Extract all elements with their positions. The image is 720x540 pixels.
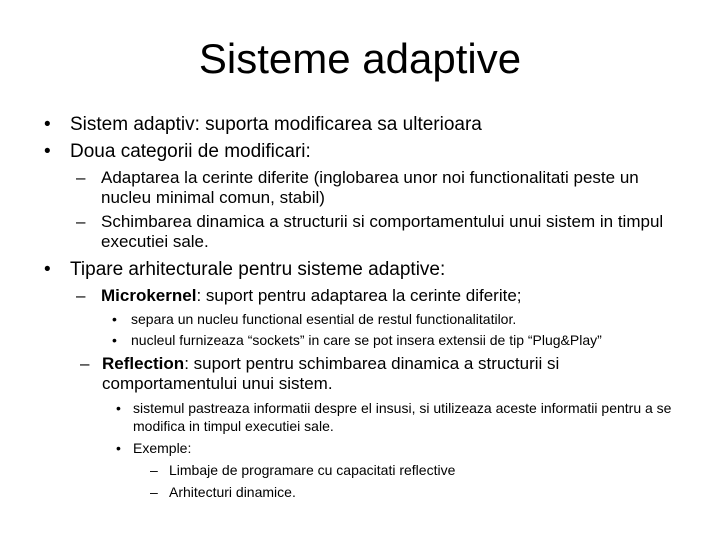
- bullet-marker: •: [112, 311, 117, 327]
- detail-item: [112, 310, 702, 328]
- detail-item: [116, 399, 681, 435]
- bullet-text: Doua categorii de modificari:: [70, 141, 311, 162]
- bullet-marker: •: [44, 114, 51, 135]
- bullet-marker: •: [112, 332, 117, 348]
- dash-marker: –: [150, 462, 158, 478]
- dash-marker: –: [76, 286, 86, 305]
- detail-text: separa un nucleu functional esential de restul functionalitatilor.: [131, 311, 517, 327]
- detail-text: Exemple:: [133, 440, 192, 456]
- detail-text: sistemul pastreaza informatii despre el insusi, si utilizeaza aceste informatii pentru a se modifica in timpul executiei sale.: [133, 400, 672, 434]
- bullet-marker: •: [44, 141, 51, 162]
- bullet-marker: •: [116, 440, 121, 456]
- example-item: [150, 483, 690, 501]
- pattern-description: : suport pentru adaptarea la cerinte diferite;: [196, 286, 522, 305]
- bullet-marker: •: [116, 400, 121, 416]
- sub-bullet-text: Schimbarea dinamica a structurii si comportamentului unui sistem in timpul executiei sale.: [101, 212, 664, 251]
- bullet-text: Tipare arhitecturale pentru sisteme adaptive:: [70, 259, 446, 280]
- bullet-item: [44, 140, 684, 163]
- example-item: [150, 461, 690, 479]
- bullet-text: Sistem adaptiv: suporta modificarea sa ulterioara: [70, 114, 482, 135]
- sub-bullet-text: [101, 286, 686, 306]
- pattern-name: Reflection: [102, 354, 185, 373]
- sub-bullet-item: [76, 168, 686, 208]
- slide-title: Sisteme adaptive: [198, 35, 522, 82]
- detail-item: [112, 331, 707, 349]
- example-text: Limbaje de programare cu capacitati reflective: [169, 462, 456, 478]
- dash-marker: –: [76, 212, 86, 231]
- bullet-item: [44, 258, 684, 281]
- dash-marker: –: [150, 484, 158, 500]
- sub-bullet-text: Adaptarea la cerinte diferite (inglobarea unor noi functionalitati peste un nucleu minimal comun, stabil): [101, 168, 639, 207]
- sub-bullet-text: [102, 354, 640, 394]
- pattern-name: Microkernel: [101, 286, 197, 305]
- dash-marker: –: [80, 354, 90, 373]
- sub-bullet-item: [76, 212, 686, 252]
- sub-bullet-item: [76, 286, 686, 306]
- detail-item: [116, 439, 681, 457]
- dash-marker: –: [76, 168, 86, 187]
- pattern-description: : suport pentru schimbarea dinamica a structurii si comportamentului unui sistem.: [102, 354, 560, 393]
- detail-text: nucleul furnizeaza “sockets” in care se pot insera extensii de tip “Plug&Play”: [131, 332, 602, 348]
- bullet-marker: •: [44, 259, 51, 280]
- bullet-item: [44, 113, 684, 136]
- sub-bullet-item: [80, 354, 640, 394]
- example-text: Arhitecturi dinamice.: [169, 484, 296, 500]
